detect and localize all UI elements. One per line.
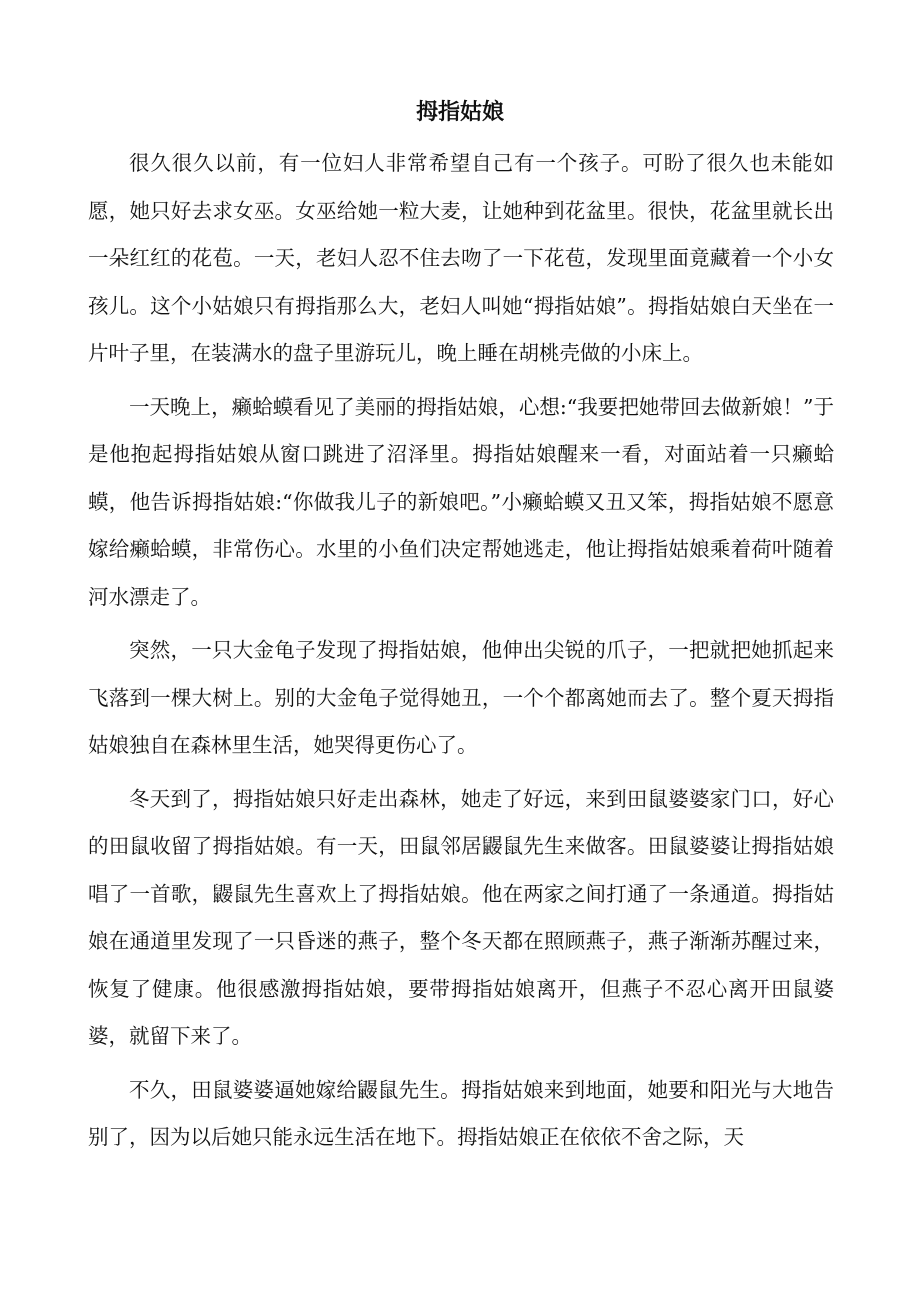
paragraph-3: 突然，一只大金龟子发现了拇指姑娘，他伸出尖锐的爪子，一把就把她抓起来飞落到一棵大树上。别的大金龟子觉得她丑，一个个都离她而去了。整个夏天拇指姑娘独自在森林里生活，她哭得更伤心了。	[88, 638, 834, 757]
document-title: 拇指姑娘	[415, 100, 504, 125]
document-body	[88, 140, 834, 1162]
paragraph-2: 一天晚上，癞蛤蟆看见了美丽的拇指姑娘，心想:“我要把她带回去做新娘！”于是他抱起拇指姑娘从窗口跳进了沼泽里。拇指姑娘醒来一看，对面站着一只癞蛤蟆，他告诉拇指姑娘:“你做我儿子的新娘吧。”小癞蛤蟆又丑又笨，拇指姑娘不愿意嫁给癞蛤蟆，非常伤心。水里的小鱼们决定帮她逃走，他让拇指姑娘乘着荷叶随着河水漂走了。	[88, 394, 834, 609]
paragraph-1: 很久很久以前，有一位妇人非常希望自己有一个孩子。可盼了很久也未能如愿，她只好去求女巫。女巫给她一粒大麦，让她种到花盆里。很快，花盆里就长出一朵红红的花苞。一天，老妇人忍不住去吻了一下花苞，发现里面竟藏着一个小女孩儿。这个小姑娘只有拇指那么大，老妇人叫她“拇指姑娘”。拇指姑娘白天坐在一片叶子里，在装满水的盘子里游玩儿，晚上睡在胡桃壳做的小床上。	[88, 151, 834, 365]
paragraph-4: 冬天到了，拇指姑娘只好走出森林，她走了好远，来到田鼠婆婆家门口，好心的田鼠收留了拇指姑娘。有一天，田鼠邻居鼹鼠先生来做客。田鼠婆婆让拇指姑娘唱了一首歌，鼹鼠先生喜欢上了拇指姑娘。他在两家之间打通了一条通道。拇指姑娘在通道里发现了一只昏迷的燕子，整个冬天都在照顾燕子，燕子渐渐苏醒过来，恢复了健康。他很感激拇指姑娘，要带拇指姑娘离开，但燕子不忍心离开田鼠婆婆，就留下来了。	[88, 786, 834, 1048]
paragraph-5: 不久，田鼠婆婆逼她嫁给鼹鼠先生。拇指姑娘来到地面，她要和阳光与大地告别了，因为以后她只能永远生活在地下。拇指姑娘正在依依不舍之际，天	[88, 1077, 834, 1149]
